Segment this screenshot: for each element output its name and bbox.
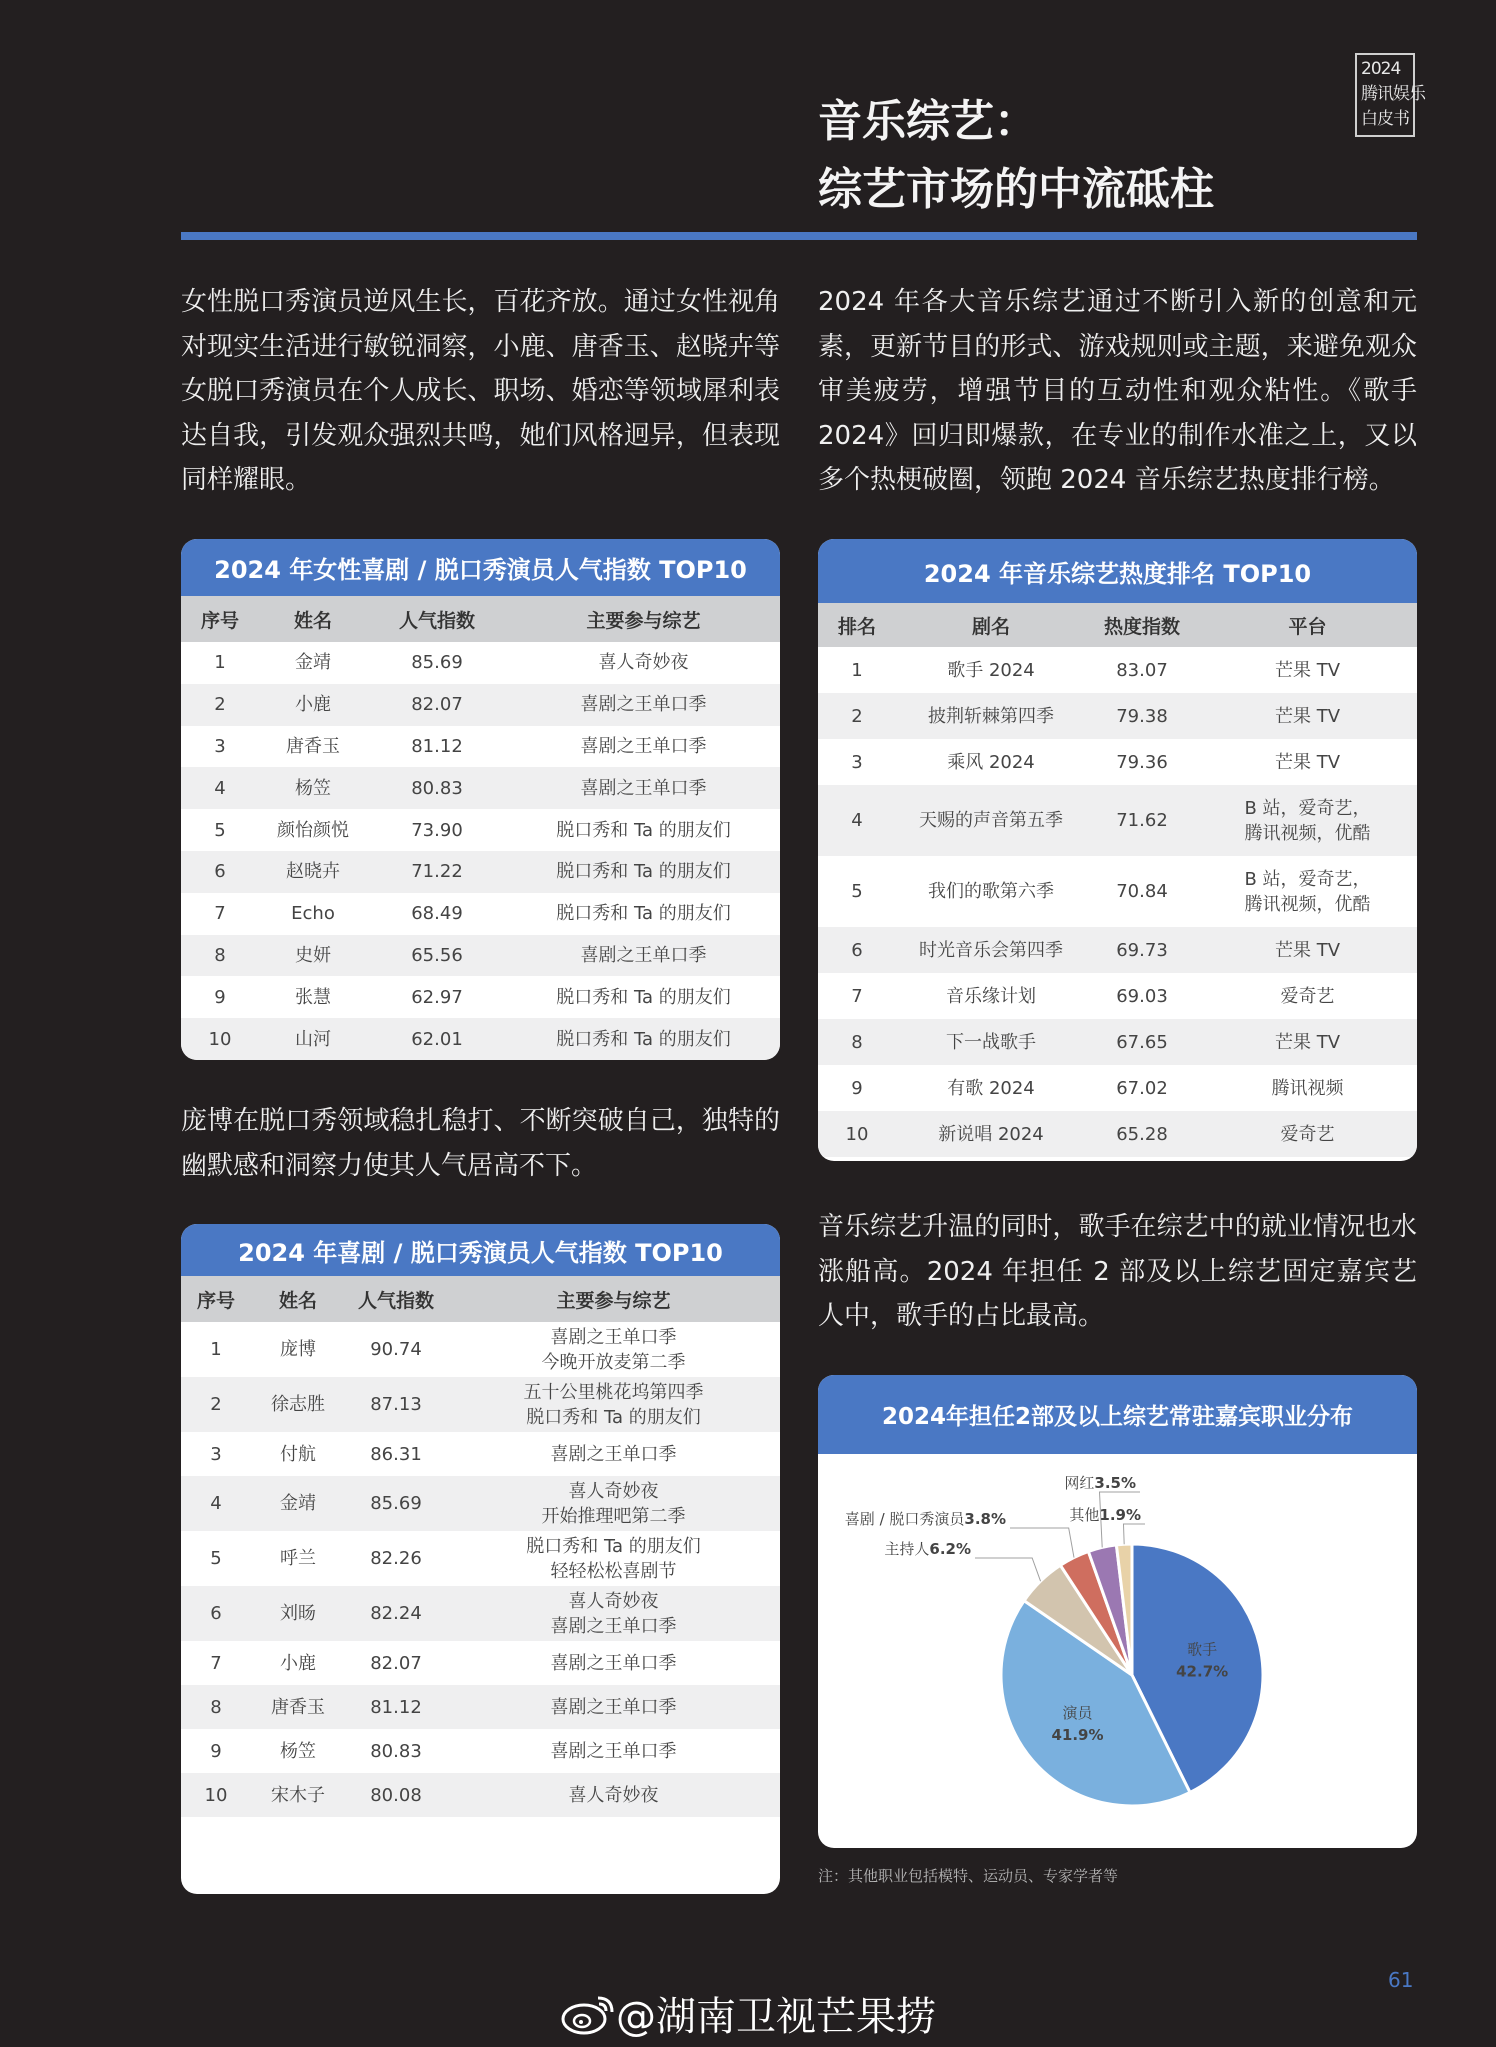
table-row — [818, 739, 1417, 785]
leader-line-3 — [1010, 1528, 1074, 1558]
cell-name: 史妍 — [259, 935, 367, 977]
brand-box — [1355, 53, 1425, 137]
cell-platform — [1198, 1111, 1417, 1157]
table-row — [181, 767, 780, 809]
cell-index: 80.83 — [367, 767, 507, 809]
cell-title: 时光音乐会第四季 — [896, 927, 1086, 973]
cell-rank: 9 — [181, 976, 259, 1018]
cell-name: 山河 — [259, 1018, 367, 1060]
header-name: 姓名 — [251, 1276, 345, 1322]
header-shows: 主要参与综艺 — [507, 596, 780, 642]
header-rank: 序号 — [181, 1276, 251, 1322]
pie-chart — [818, 1454, 1417, 1848]
table-row — [181, 642, 780, 684]
title-divider — [181, 232, 1417, 240]
cell-title: 新说唱 2024 — [896, 1111, 1086, 1157]
cell-rank: 10 — [181, 1773, 251, 1817]
table-row — [818, 693, 1417, 739]
cell-rank: 3 — [181, 726, 259, 768]
cell-shows-line-2: 开始推理吧第二季 — [541, 1505, 686, 1527]
cell-shows: 脱口秀和 Ta 的朋友们 — [507, 809, 780, 851]
cell-platform — [1198, 785, 1417, 856]
cell-rank: 1 — [181, 642, 259, 684]
cell-shows — [447, 1476, 780, 1531]
table-row — [181, 893, 780, 935]
cell-rank: 6 — [818, 927, 896, 973]
table-row — [181, 1476, 780, 1531]
cell-rank: 3 — [818, 739, 896, 785]
table-row — [818, 973, 1417, 1019]
cell-rank: 8 — [181, 1685, 251, 1729]
table-row — [181, 684, 780, 726]
cell-platform-line-1: 芒果 TV — [1274, 1031, 1341, 1053]
leader-line-5 — [1123, 1524, 1145, 1544]
cell-platform — [1198, 973, 1417, 1019]
cell-platform — [1198, 927, 1417, 973]
cell-platform-line-1: 芒果 TV — [1274, 751, 1341, 773]
pie-value-0: 42.7% — [1176, 1662, 1229, 1681]
cell-shows: 喜剧之王单口季 — [507, 726, 780, 768]
table-row — [181, 1531, 780, 1586]
cell-rank: 2 — [181, 684, 259, 726]
cell-index: 62.97 — [367, 976, 507, 1018]
cell-name: 金靖 — [251, 1476, 345, 1531]
cell-shows: 喜人奇妙夜 — [507, 642, 780, 684]
cell-index: 80.83 — [345, 1729, 447, 1773]
cell-name: 庞博 — [251, 1322, 345, 1377]
cell-name: 小鹿 — [251, 1641, 345, 1685]
table-row — [181, 1586, 780, 1641]
cell-shows-line-2: 轻轻松松喜剧节 — [550, 1560, 677, 1582]
pie-outer-label-3 — [845, 1510, 1006, 1528]
cell-shows-line-1: 脱口秀和 Ta 的朋友们 — [526, 1535, 701, 1557]
cell-rank: 6 — [181, 851, 259, 893]
cell-name: 赵晓卉 — [259, 851, 367, 893]
cell-rank: 4 — [181, 767, 259, 809]
cell-name: 刘旸 — [251, 1586, 345, 1641]
header-heat: 热度指数 — [1086, 603, 1198, 647]
music-show-table — [818, 603, 1417, 1157]
cell-rank: 2 — [818, 693, 896, 739]
pie-label-1: 演员 — [1062, 1704, 1093, 1723]
cell-name: 金靖 — [259, 642, 367, 684]
cell-shows: 脱口秀和 Ta 的朋友们 — [507, 1018, 780, 1060]
cell-platform — [1198, 1019, 1417, 1065]
cell-rank: 8 — [181, 935, 259, 977]
cell-shows — [447, 1531, 780, 1586]
cell-rank: 9 — [181, 1729, 251, 1773]
cell-index: 85.69 — [367, 642, 507, 684]
cell-heat: 83.07 — [1086, 647, 1198, 693]
cell-heat: 69.03 — [1086, 973, 1198, 1019]
cell-index: 85.69 — [345, 1476, 447, 1531]
table-row — [181, 851, 780, 893]
music-show-table-card — [818, 539, 1417, 1161]
cell-shows — [447, 1432, 780, 1476]
cell-heat: 71.62 — [1086, 785, 1198, 856]
cell-rank: 1 — [181, 1322, 251, 1377]
cell-platform-line-1: B 站，爱奇艺， — [1244, 868, 1371, 890]
cell-shows-line-1: 喜剧之王单口季 — [550, 1326, 677, 1348]
brand-line-3: 白皮书 — [1361, 109, 1409, 129]
cell-name: 杨笠 — [259, 767, 367, 809]
watermark-text: @湖南卫视芒果捞 — [616, 1994, 936, 2040]
weibo-icon — [560, 1992, 616, 2036]
cell-shows: 脱口秀和 Ta 的朋友们 — [507, 893, 780, 935]
header-platform: 平台 — [1198, 603, 1417, 647]
table-row — [181, 1773, 780, 1817]
cell-heat: 69.73 — [1086, 927, 1198, 973]
cell-name: 付航 — [251, 1432, 345, 1476]
pie-outer-label-2 — [884, 1540, 971, 1558]
cell-platform-line-1: 爱奇艺 — [1280, 985, 1335, 1007]
cell-rank: 7 — [181, 893, 259, 935]
cell-shows — [447, 1729, 780, 1773]
table-row — [181, 1641, 780, 1685]
page-title — [818, 88, 1338, 224]
right-intro-paragraph: 2024 年各大音乐综艺通过不断引入新的创意和元素，更新节目的形式、游戏规则或主题，来避免观众审美疲劳，增强节目的互动性和观众粘性。《歌手 2024》回归即爆款，在专业的制作水准之上，又以多个热梗破圈，领跑 2024 音乐综艺热度排行榜。 — [818, 287, 1417, 495]
table-row — [181, 1432, 780, 1476]
table-row — [181, 976, 780, 1018]
cell-shows: 喜剧之王单口季 — [507, 767, 780, 809]
cell-index: 68.49 — [367, 893, 507, 935]
cell-shows — [447, 1586, 780, 1641]
cell-shows — [447, 1773, 780, 1817]
cell-shows — [447, 1322, 780, 1377]
comedian-table-card — [181, 1224, 780, 1894]
cell-index: 82.24 — [345, 1586, 447, 1641]
cell-title: 披荆斩棘第四季 — [896, 693, 1086, 739]
cell-platform-line-1: 芒果 TV — [1274, 659, 1341, 681]
page-number: 61 — [1388, 1968, 1414, 1992]
header-rank: 序号 — [181, 596, 259, 642]
cell-index: 82.07 — [367, 684, 507, 726]
cell-rank: 4 — [181, 1476, 251, 1531]
brand-line-1: 2024 — [1361, 59, 1401, 79]
cell-name: 呼兰 — [251, 1531, 345, 1586]
cell-platform-line-1: 芒果 TV — [1274, 939, 1341, 961]
cell-name: Echo — [259, 893, 367, 935]
cell-shows-line-1: 五十公里桃花坞第四季 — [523, 1381, 704, 1403]
cell-shows-line-1: 喜人奇妙夜 — [568, 1480, 659, 1502]
cell-platform — [1198, 693, 1417, 739]
female-comedian-table-title: 2024 年女性喜剧 / 脱口秀演员人气指数 TOP10 — [181, 539, 780, 596]
cell-name: 唐香玉 — [259, 726, 367, 768]
cell-shows: 喜剧之王单口季 — [507, 684, 780, 726]
cell-platform — [1198, 647, 1417, 693]
table-row — [818, 856, 1417, 927]
cell-title: 下一战歌手 — [896, 1019, 1086, 1065]
cell-shows-line-1: 喜人奇妙夜 — [568, 1784, 659, 1806]
pie-value-2: 6.2% — [929, 1540, 971, 1558]
cell-rank: 2 — [181, 1377, 251, 1432]
title-line-2: 综艺市场的中流砥柱 — [818, 164, 1214, 215]
cell-rank: 5 — [181, 1531, 251, 1586]
female-comedian-table — [181, 596, 780, 1060]
cell-index: 82.26 — [345, 1531, 447, 1586]
cell-platform — [1198, 856, 1417, 927]
cell-heat: 65.28 — [1086, 1111, 1198, 1157]
cell-platform-line-1: B 站，爱奇艺， — [1244, 797, 1371, 819]
pie-chart-card — [818, 1375, 1417, 1848]
pie-label-0: 歌手 — [1187, 1640, 1218, 1659]
cell-title: 天赐的声音第五季 — [896, 785, 1086, 856]
left-intro-paragraph: 女性脱口秀演员逆风生长，百花齐放。通过女性视角对现实生活进行敏锐洞察，小鹿、唐香玉、赵晓卉等女脱口秀演员在个人成长、职场、婚恋等领域犀利表达自我，引发观众强烈共鸣，她们风格迥异，但表现同样耀眼。 — [181, 287, 780, 495]
cell-rank: 8 — [818, 1019, 896, 1065]
cell-heat: 70.84 — [1086, 856, 1198, 927]
cell-platform-line-1: 腾讯视频 — [1271, 1077, 1344, 1099]
cell-shows-line-1: 喜人奇妙夜 — [568, 1590, 659, 1612]
cell-rank: 4 — [818, 785, 896, 856]
cell-rank: 1 — [818, 647, 896, 693]
table-row — [181, 1685, 780, 1729]
header-index: 人气指数 — [367, 596, 507, 642]
cell-title: 我们的歌第六季 — [896, 856, 1086, 927]
table-row — [818, 1065, 1417, 1111]
table-header-row — [181, 1276, 780, 1322]
title-line-1: 音乐综艺： — [818, 96, 1038, 147]
pie-label-2: 主持人 — [884, 1540, 930, 1558]
pie-value-4: 3.5% — [1094, 1474, 1136, 1492]
cell-name: 张慧 — [259, 976, 367, 1018]
chart-note: 注：其他职业包括模特、运动员、专家学者等 — [818, 1867, 1119, 1885]
table-row — [181, 726, 780, 768]
music-show-table-title: 2024 年音乐综艺热度排名 TOP10 — [818, 539, 1417, 603]
cell-heat: 67.65 — [1086, 1019, 1198, 1065]
cell-title: 有歌 2024 — [896, 1065, 1086, 1111]
pie-label-5: 其他 — [1069, 1506, 1100, 1524]
cell-title: 歌手 2024 — [896, 647, 1086, 693]
cell-index: 80.08 — [345, 1773, 447, 1817]
cell-name: 杨笠 — [251, 1729, 345, 1773]
cell-shows-line-2: 今晚开放麦第二季 — [541, 1351, 686, 1373]
cell-title: 乘风 2024 — [896, 739, 1086, 785]
cell-index: 90.74 — [345, 1322, 447, 1377]
cell-name: 徐志胜 — [251, 1377, 345, 1432]
pie-label-4: 网红 — [1064, 1474, 1095, 1492]
cell-shows — [447, 1641, 780, 1685]
cell-rank: 7 — [181, 1641, 251, 1685]
cell-platform-line-1: 爱奇艺 — [1280, 1123, 1335, 1145]
cell-shows: 脱口秀和 Ta 的朋友们 — [507, 851, 780, 893]
cell-shows: 喜剧之王单口季 — [507, 935, 780, 977]
cell-rank: 10 — [818, 1111, 896, 1157]
cell-index: 65.56 — [367, 935, 507, 977]
table-header-row — [181, 596, 780, 642]
cell-name: 宋木子 — [251, 1773, 345, 1817]
cell-platform-line-2: 腾讯视频，优酷 — [1244, 893, 1371, 915]
cell-shows-line-1: 喜剧之王单口季 — [550, 1652, 677, 1674]
header-title: 剧名 — [896, 603, 1086, 647]
female-comedian-table-card — [181, 539, 780, 1060]
table-row — [818, 647, 1417, 693]
watermark — [560, 1985, 936, 2042]
table-row — [181, 935, 780, 977]
header-rank: 排名 — [818, 603, 896, 647]
cell-rank: 6 — [181, 1586, 251, 1641]
table-row — [818, 1111, 1417, 1157]
cell-index: 81.12 — [367, 726, 507, 768]
cell-platform — [1198, 739, 1417, 785]
cell-shows-line-1: 喜剧之王单口季 — [550, 1443, 677, 1465]
table-header-row — [818, 603, 1417, 647]
pie-value-5: 1.9% — [1099, 1506, 1141, 1524]
cell-shows-line-1: 喜剧之王单口季 — [550, 1740, 677, 1762]
table-row — [181, 1322, 780, 1377]
cell-rank: 5 — [181, 809, 259, 851]
cell-rank: 9 — [818, 1065, 896, 1111]
pie-value-3: 3.8% — [964, 1510, 1006, 1528]
cell-name: 唐香玉 — [251, 1685, 345, 1729]
cell-shows — [447, 1377, 780, 1432]
header-name: 姓名 — [259, 596, 367, 642]
cell-index: 73.90 — [367, 809, 507, 851]
header-shows: 主要参与综艺 — [447, 1276, 780, 1322]
pie-outer-label-5 — [1069, 1506, 1141, 1524]
cell-heat: 79.38 — [1086, 693, 1198, 739]
table-row — [181, 1729, 780, 1773]
pie-value-1: 41.9% — [1051, 1726, 1104, 1745]
cell-title: 音乐缘计划 — [896, 973, 1086, 1019]
cell-heat: 79.36 — [1086, 739, 1198, 785]
cell-index: 87.13 — [345, 1377, 447, 1432]
cell-shows-line-2: 喜剧之王单口季 — [550, 1615, 677, 1637]
cell-name: 颜怡颜悦 — [259, 809, 367, 851]
cell-index: 81.12 — [345, 1685, 447, 1729]
cell-rank: 7 — [818, 973, 896, 1019]
cell-rank: 10 — [181, 1018, 259, 1060]
table-row — [181, 809, 780, 851]
pie-label-3: 喜剧 / 脱口秀演员 — [844, 1510, 965, 1528]
cell-index: 82.07 — [345, 1641, 447, 1685]
cell-shows: 脱口秀和 Ta 的朋友们 — [507, 976, 780, 1018]
table-row — [181, 1018, 780, 1060]
cell-rank: 5 — [818, 856, 896, 927]
cell-platform-line-1: 芒果 TV — [1274, 705, 1341, 727]
table-row — [818, 785, 1417, 856]
pie-outer-label-4 — [1064, 1474, 1136, 1492]
comedian-table — [181, 1276, 780, 1817]
cell-heat: 67.02 — [1086, 1065, 1198, 1111]
table-row — [818, 1019, 1417, 1065]
cell-index: 71.22 — [367, 851, 507, 893]
comedian-table-title: 2024 年喜剧 / 脱口秀演员人气指数 TOP10 — [181, 1224, 780, 1276]
cell-platform-line-2: 腾讯视频，优酷 — [1244, 822, 1371, 844]
cell-platform — [1198, 1065, 1417, 1111]
cell-shows — [447, 1685, 780, 1729]
cell-shows-line-2: 脱口秀和 Ta 的朋友们 — [526, 1406, 701, 1428]
header-index: 人气指数 — [345, 1276, 447, 1322]
cell-shows-line-1: 喜剧之王单口季 — [550, 1696, 677, 1718]
left-middle-paragraph: 庞博在脱口秀领域稳扎稳打、不断突破自己，独特的幽默感和洞察力使其人气居高不下。 — [181, 1106, 780, 1181]
cell-index: 86.31 — [345, 1432, 447, 1476]
right-middle-paragraph: 音乐综艺升温的同时，歌手在综艺中的就业情况也水涨船高。2024 年担任 2 部及以上综艺固定嘉宾艺人中，歌手的占比最高。 — [818, 1212, 1417, 1331]
pie-chart-title: 2024年担任2部及以上综艺常驻嘉宾职业分布 — [818, 1375, 1417, 1454]
leader-line-2 — [975, 1558, 1041, 1581]
cell-index: 62.01 — [367, 1018, 507, 1060]
brand-line-2: 腾讯娱乐 — [1361, 84, 1425, 104]
table-row — [818, 927, 1417, 973]
cell-name: 小鹿 — [259, 684, 367, 726]
table-row — [181, 1377, 780, 1432]
cell-rank: 3 — [181, 1432, 251, 1476]
